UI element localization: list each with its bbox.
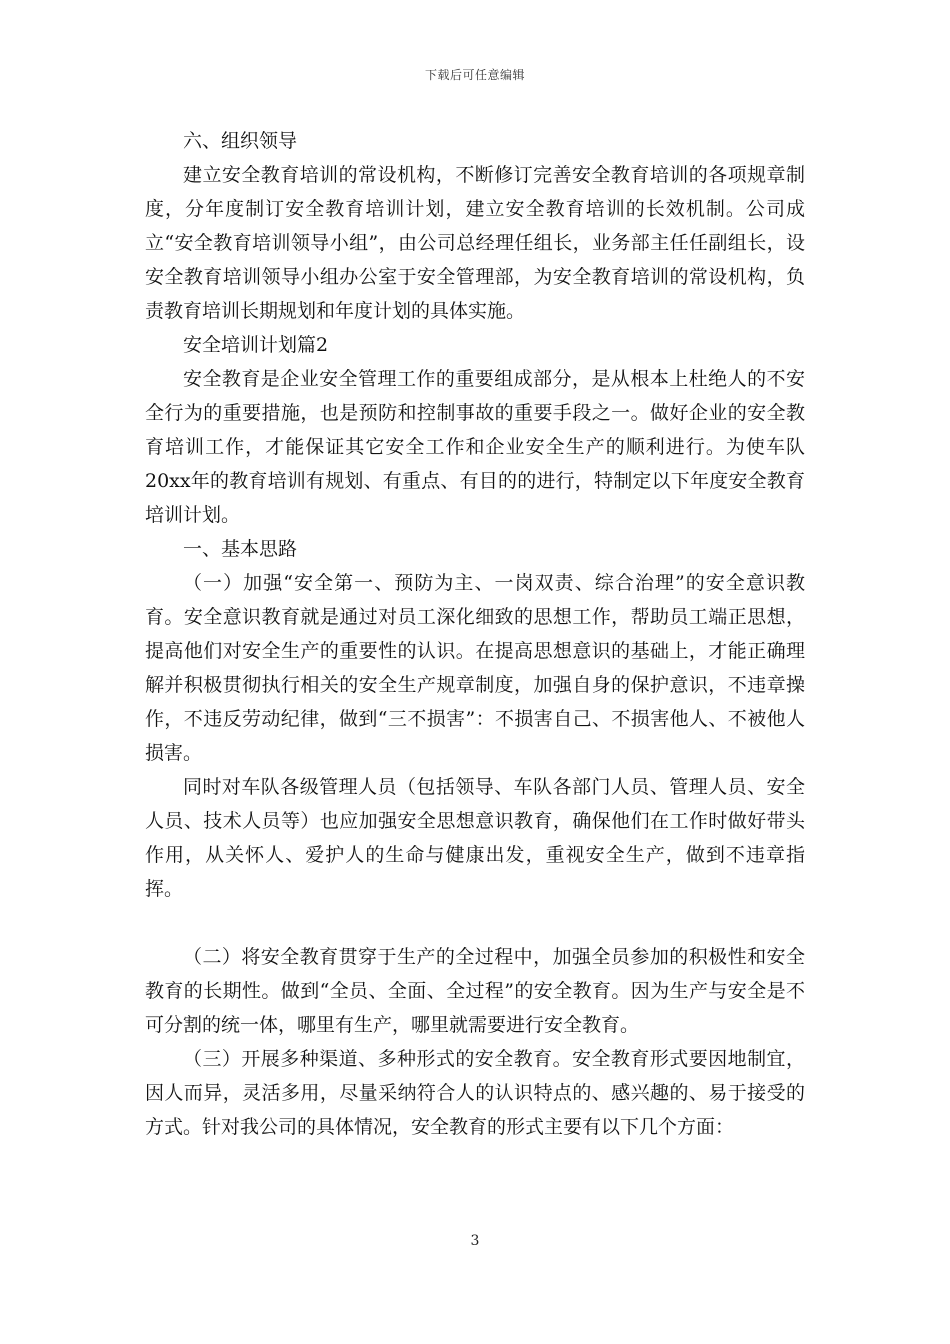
paragraph-organization: 建立安全教育培训的常设机构，不断修订完善安全教育培训的各项规章制度，分年度制订安全教育培训计划，建立安全教育培训的长效机制。公司成立“安全教育培训领导小组”，由公司总经理任组长，业务部主任任副组长，设安全教育培训领导小组办公室于安全管理部，为安全教育培训的常设机构，负责教育培训长期规划和年度计划的具体实施。	[145, 164, 805, 322]
paragraph-item-3: （三）开展多种渠道、多种形式的安全教育。安全教育形式要因地制宜，因人而异，灵活多用，尽量采纳符合人的认识特点的、感兴趣的、易于接受的方式。针对我公司的具体情况，安全教育的形式主要有以下几个方面：	[145, 1048, 805, 1138]
paragraph-item-1: （一）加强“安全第一、预防为主、一岗双责、综合治理”的安全意识教育。安全意识教育就是通过对员工深化细致的思想工作，帮助员工端正思想，提高他们对安全生产的重要性的认识。在提高思想意识的基础上，才能正确理解并积极贯彻执行相关的安全生产规章制度，加强自身的保护意识，不违章操作，不违反劳动纪律，做到“三不损害”：不损害自己、不损害他人、不被他人损害。	[145, 572, 805, 764]
section-heading-organization: 六、组织领导	[183, 130, 298, 152]
section-heading-basic-ideas: 一、基本思路	[183, 538, 298, 560]
paragraph-managers: 同时对车队各级管理人员（包括领导、车队各部门人员、管理人员、安全人员、技术人员等）也应加强安全思想意识教育，确保他们在工作时做好带头作用，从关怀人、爱护人的生命与健康出发，重视安全生产，做到不违章指挥。	[145, 776, 805, 900]
paragraph-item-2: （二）将安全教育贯穿于生产的全过程中，加强全员参加的积极性和安全教育的长期性。做到“全员、全面、全过程”的安全教育。因为生产与安全是不可分割的统一体，哪里有生产，哪里就需要进行安全教育。	[145, 946, 805, 1036]
document-body	[145, 124, 805, 1144]
page-number: 3	[470, 1233, 480, 1249]
paragraph-safety-education: 安全教育是企业安全管理工作的重要组成部分，是从根本上杜绝人的不安全行为的重要措施，也是预防和控制事故的重要手段之一。做好企业的安全教育培训工作，才能保证其它安全工作和企业安全生产的顺利进行。为使车队20xx年的教育培训有规划、有重点、有目的的进行，特制定以下年度安全教育培训计划。	[145, 368, 805, 526]
page-header: 下载后可任意编辑	[424, 68, 525, 82]
section-heading-plan-2: 安全培训计划篇2	[183, 334, 329, 356]
